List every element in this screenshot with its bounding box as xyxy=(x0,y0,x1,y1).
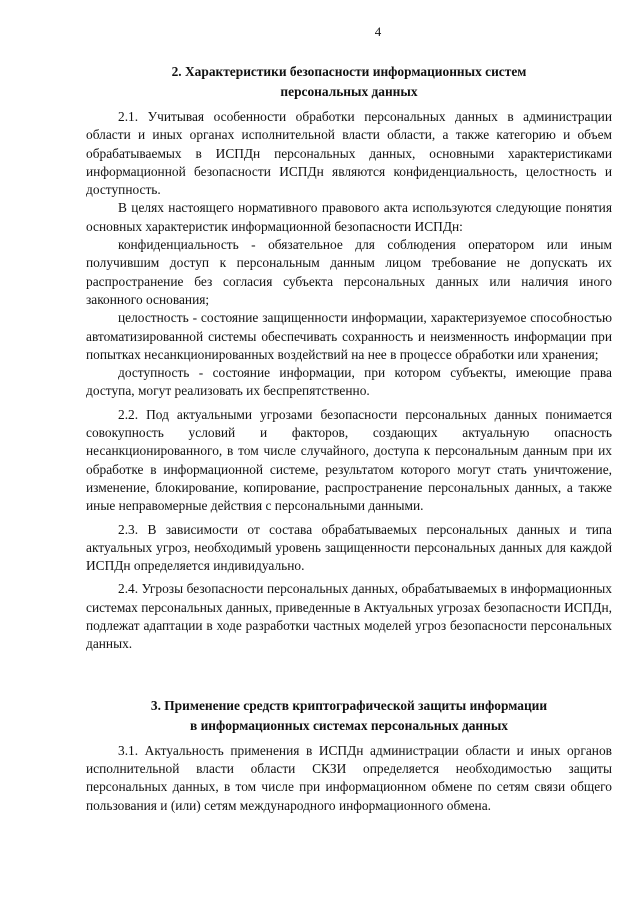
paragraph-confidentiality: конфиденциальность - обязательное для соблюдения оператором или иным получившим доступ к персональным данным лицом требование не допускать их распространение без согласия субъекта персональных данных или наличия иного законного основания; xyxy=(86,237,612,307)
page-number: 4 xyxy=(374,24,382,39)
section-3-heading-line2: в информационных системах персональных данных xyxy=(189,717,508,733)
section-2-heading-line1: 2. Характеристики безопасности информационных систем xyxy=(171,64,527,79)
paragraph-terms-intro: В целях настоящего нормативного правового акта используются следующие понятия основных характеристик информационной безопасности ИСПДн: xyxy=(86,200,612,234)
paragraph-3-1: 3.1. Актуальность применения в ИСПДн администрации области и иных органов исполнительной власти области СКЗИ определяется необходимостью защиты персональных данных, в том числе при информационном обмене по сетям связи общего пользования и (или) сетям международного информационного обмена. xyxy=(86,742,612,813)
paragraph-availability: доступность - состояние информации, при котором субъекты, имеющие права доступа, могут реализовать их беспрепятственно. xyxy=(86,365,612,399)
section-2-heading-line2: персональных данных xyxy=(280,84,418,99)
section-3-heading xyxy=(86,696,612,736)
paragraph-2-1: 2.1. Учитывая особенности обработки персональных данных в администрации области и иных органах исполнительной власти области, а также категорию и объем обрабатываемых в ИСПДн персональных данных, основными характеристиками информационной безопасности ИСПДн являются конфиденциальность, целостность и доступность. xyxy=(86,109,612,198)
paragraph-integrity: целостность - состояние защищенности информации, характеризуемое способностью автоматизированной системы обеспечивать сохранность и неизменность информации при попытках несанкционированных воздействий на нее в процессе обработки или хранения; xyxy=(86,310,612,362)
paragraph-2-4: 2.4. Угрозы безопасности персональных данных, обрабатываемых в информационных системах персональных данных, приведенные в Актуальных угрозах безопасности ИСПДн, подлежат адаптации в ходе разработки частных моделей угроз безопасности персональных данных. xyxy=(86,581,612,652)
paragraph-2-2: 2.2. Под актуальными угрозами безопасности персональных данных понимается совокупность условий и факторов, создающих актуальную опасность несанкционированного, в том числе случайного, доступа к персональным данным при их обработке в информационной системе, результатом которого могут стать уничтожение, изменение, блокирование, копирование, распространение персональных данных, а также иные неправомерные действия с персональными данными. xyxy=(86,406,612,514)
section-3-heading-line1: 3. Применение средств криптографической защиты информации xyxy=(150,697,548,713)
section-2-heading xyxy=(86,62,612,102)
paragraph-2-3: 2.3. В зависимости от состава обрабатываемых персональных данных и типа актуальных угроз, необходимый уровень защищенности персональных данных для каждой ИСПДн определяется индивидуально. xyxy=(86,521,612,574)
